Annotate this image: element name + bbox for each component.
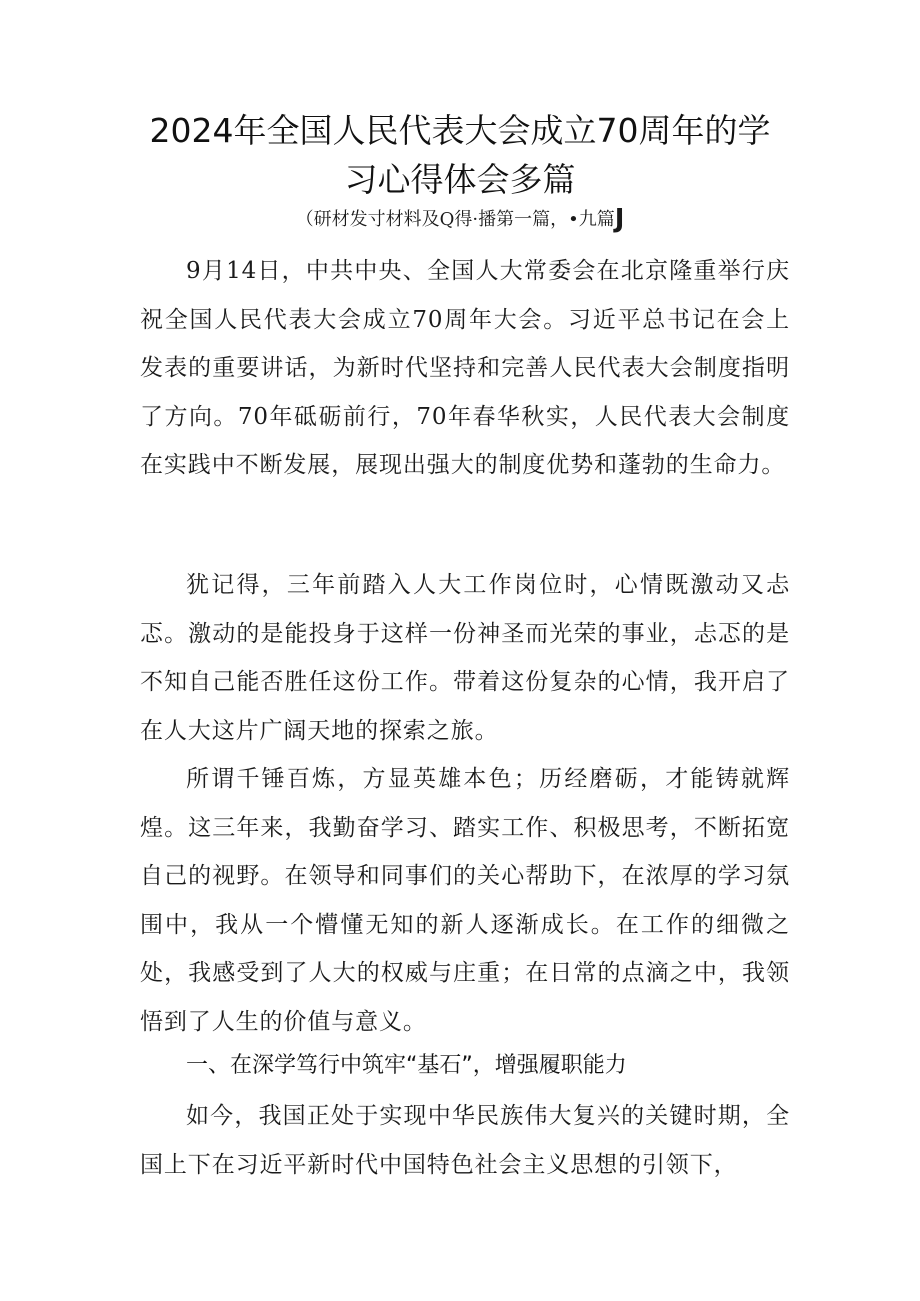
paragraph-1: 9月14日，中共中央、全国人大常委会在北京隆重举行庆祝全国人民代表大会成立70周年大会。习近平总书记在会上发表的重要讲话，为新时代坚持和完善人民代表大会制度指明了方向。70年砥砺前行，70年春华秋实，人民代表大会制度在实践中不断发展，展现出强大的制度优势和蓬勃的生命力。 [140, 258, 790, 478]
subtitle-text: （研材发寸材料及Q得·播第一篇，•九篇 [295, 209, 615, 230]
document-title-line-1: 2024年全国人民代表大会成立70周年的学 [149, 111, 771, 150]
subtitle-end-mark: J [614, 204, 625, 234]
paragraph-3: 所谓千锤百炼，方显英雄本色；历经磨砺，才能铸就辉煌。这三年来，我勤奋学习、踏实工作、积极思考，不断拓宽自己的视野。在领导和同事们的关心帮助下，在浓厚的学习氛围中，我从一个懵懂无知的新人逐渐成长。在工作的细微之处，我感受到了人大的权威与庄重；在日常的点滴之中，我领悟到了人生的价值与意义。 [140, 766, 790, 1035]
paragraph-4: 如今，我国正处于实现中华民族伟大复兴的关键时期，全国上下在习近平新时代中国特色社会主义思想的引领下， [140, 1103, 790, 1178]
document-title-line-2: 习心得体会多篇 [344, 160, 576, 199]
section-heading-1: 一、在深学笃行中筑牢“基石”，增强履职能力 [186, 1053, 627, 1078]
paragraph-2: 犹记得，三年前踏入人大工作岗位时，心情既激动又忐忑。激动的是能投身于这样一份神圣而光荣的事业，忐忑的是不知自己能否胜任这份工作。带着这份复杂的心情，我开启了在人大这片广阔天地的探索之旅。 [140, 572, 790, 744]
document-subtitle [200, 204, 720, 235]
